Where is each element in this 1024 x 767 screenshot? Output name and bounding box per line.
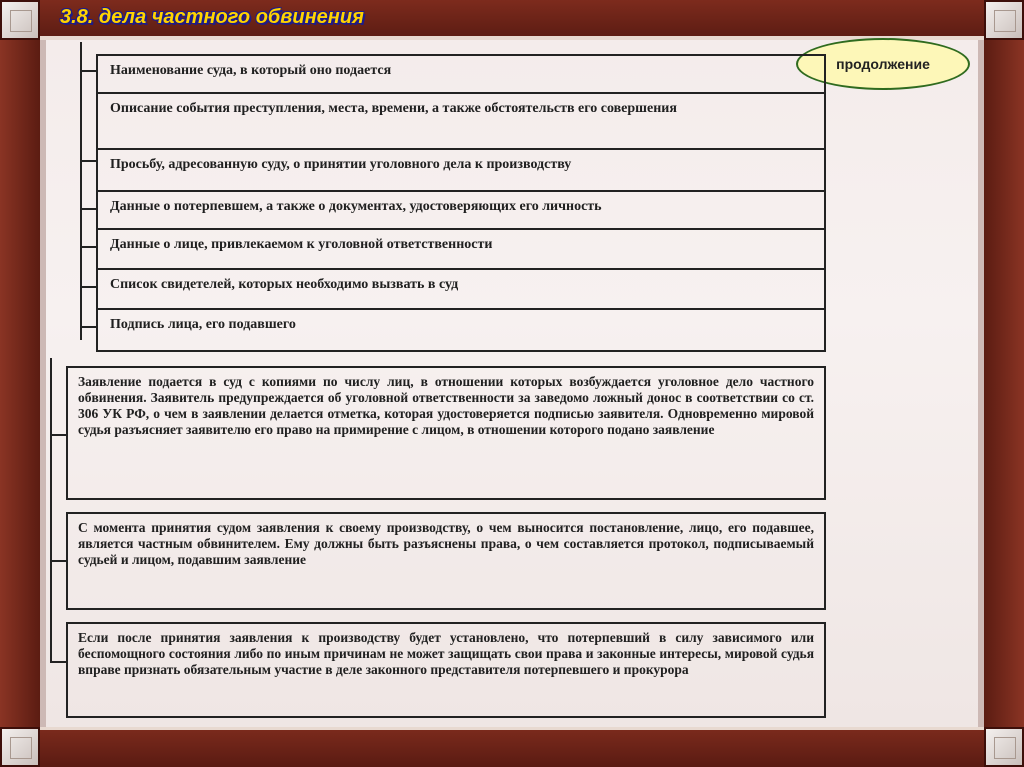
requisite-item: Данные о лице, привлекаемом к уголовной ответственности [96,230,826,270]
frame-inner-line-bottom [40,727,984,730]
page-side-band-right [978,40,984,727]
list-connector-tick [80,208,96,210]
frame-inner-line-top [40,36,984,40]
paragraph-connector-vertical [50,358,52,662]
frame-rail-left [0,40,40,727]
requisite-item: Данные о потерпевшем, а также о документах, удостоверяющих его личность [96,192,826,230]
requisite-item: Подпись лица, его подавшего [96,310,826,352]
list-connector-tick [80,70,96,72]
paragraph-connector-tick [50,434,66,436]
paragraph-block: Если после принятия заявления к производству будет установлено, что потерпевший в силу зависимого или беспомощного состояния либо по иным причинам не может защищать свои права и законные интересы, мировой судья вправе признать обязательным участие в деле законного представителя потерпевшего и прокурора [66,622,826,718]
frame-rail-right [984,40,1024,727]
list-connector-vertical [80,42,82,340]
list-connector-tick [80,160,96,162]
slide-title: 3.8. дела частного обвинения [60,6,364,28]
frame-rail-bottom [40,727,984,767]
list-connector-tick [80,326,96,328]
list-connector-tick [80,286,96,288]
page-side-band-left [40,40,46,727]
paragraph-block: С момента принятия судом заявления к своему производству, о чем выносится постановление, лицо, его подавшее, является частным обвинителем. Ему должны быть разъяснены права, о чем составляется протокол, подписываемый судьей и лицом, подавшим заявление [66,512,826,610]
paragraph-block: Заявление подается в суд с копиями по числу лиц, в отношении которых возбуждается уголовное дело частного обвинения. Заявитель предупреждается об уголовной ответственности за заведомо ложный донос в соответствии со ст. 306 УК РФ, о чем в заявлении делается отметка, которая удостоверяется подписью заявителя. Одновременно мировой судья разъясняет заявителю его право на примирение с лицом, в отношении которого подано заявление [66,366,826,500]
requisite-item: Наименование суда, в который оно подается [96,54,826,94]
requisite-item: Просьбу, адресованную суду, о принятии уголовного дела к производству [96,150,826,192]
requisite-item: Список свидетелей, которых необходимо вызвать в суд [96,270,826,310]
list-connector-tick [80,246,96,248]
frame-corner-bottom-left [0,727,40,767]
paragraph-connector-tick [50,661,66,663]
frame-corner-top-left [0,0,40,40]
paragraph-connector-tick [50,560,66,562]
continuation-badge-label: продолжение [836,56,930,72]
requisite-item: Описание события преступления, места, времени, а также обстоятельств его совершения [96,94,826,150]
frame-corner-top-right [984,0,1024,40]
frame-corner-bottom-right [984,727,1024,767]
